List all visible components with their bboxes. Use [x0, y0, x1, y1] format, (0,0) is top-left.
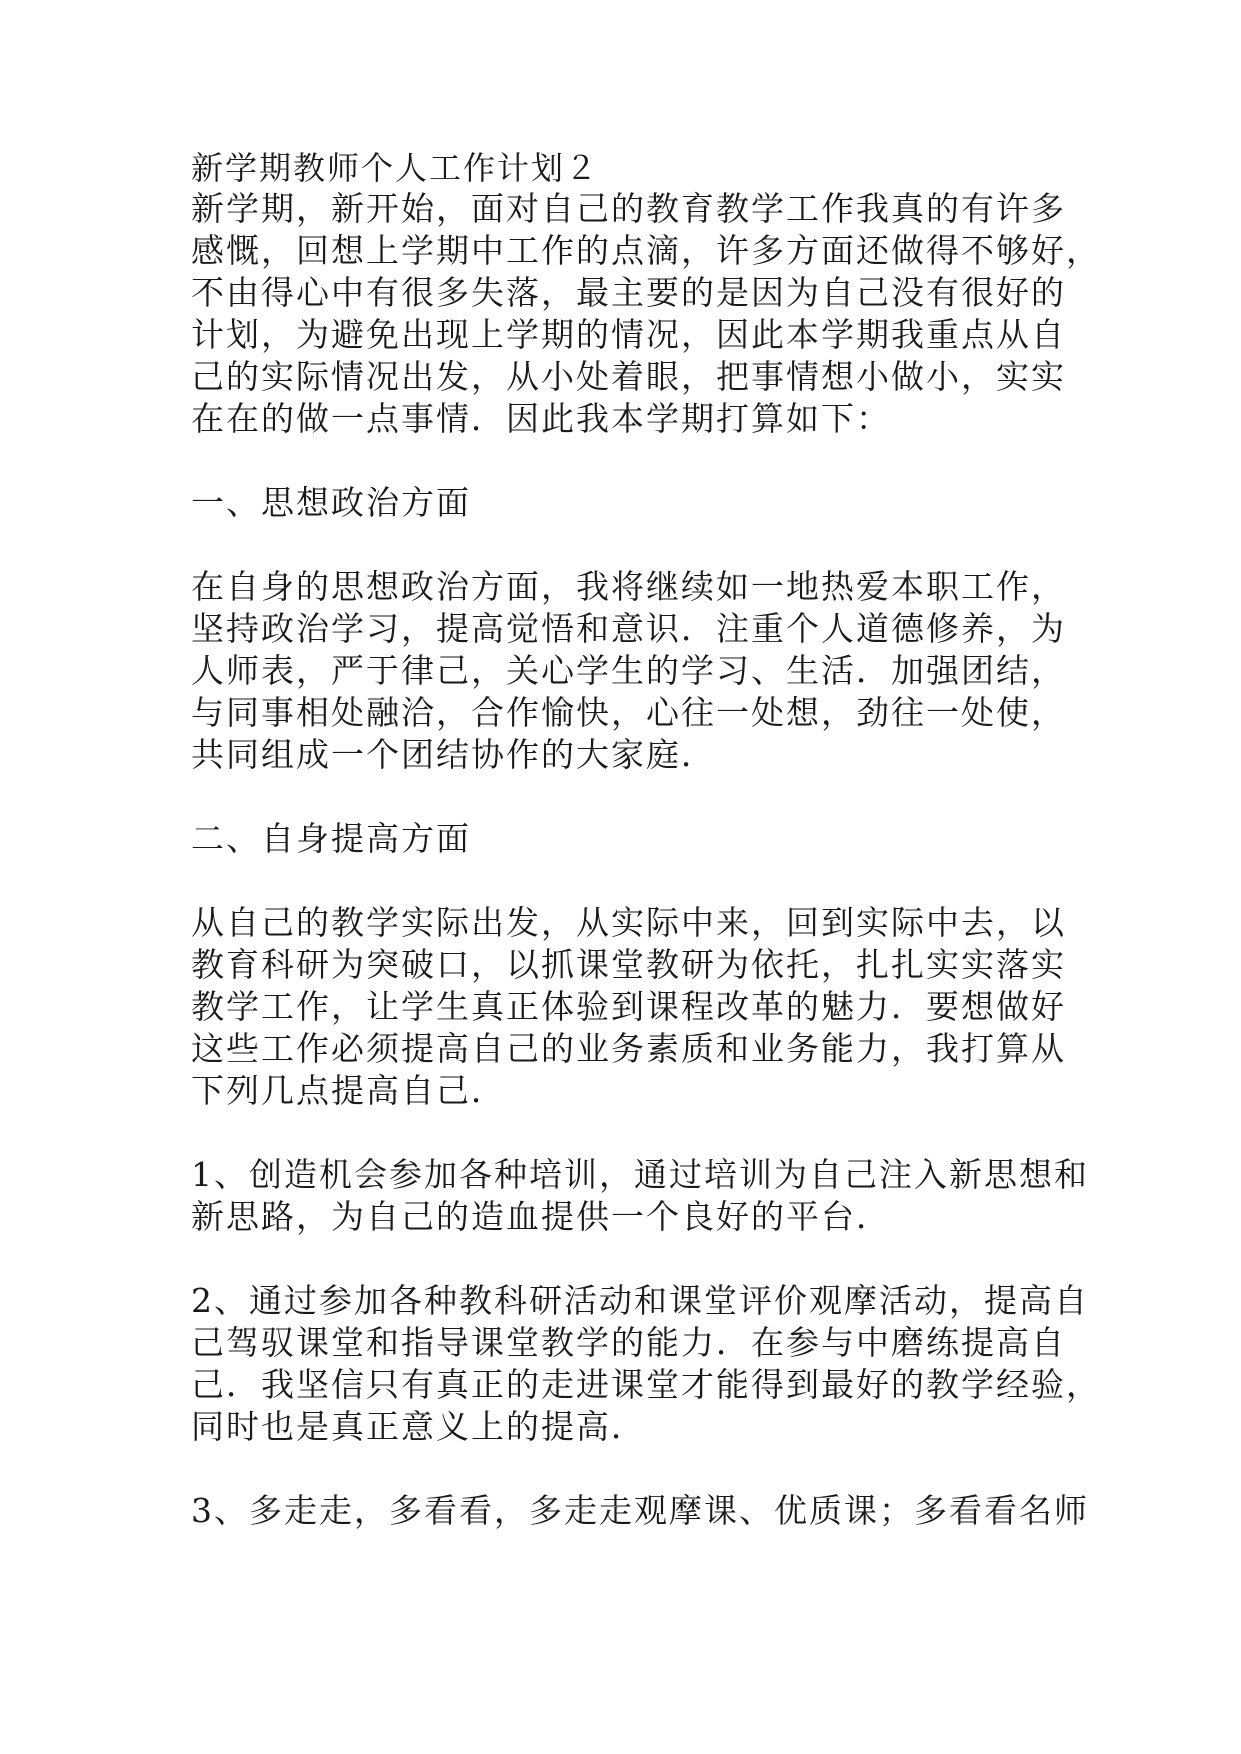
list-item-3: [191, 1490, 1091, 1532]
paragraph-line: 从自己的教学实际出发，从实际中来，回到实际中去，以: [191, 903, 1066, 942]
paragraph-line: 计划，为避免出现上学期的情况，因此本学期我重点从自: [191, 315, 1066, 354]
spacer: [191, 860, 1091, 902]
paragraph-line: 3、多走走，多看看，多走走观摩课、优质课；多看看名师: [191, 1491, 1089, 1530]
paragraph-line: 教育科研为突破口，以抓课堂教研为依托，扎扎实实落实: [191, 945, 1066, 984]
paragraph-line: 新思路，为自己的造血提供一个良好的平台．: [191, 1197, 891, 1236]
spacer: [191, 524, 1091, 566]
heading-text: 一、思想政治方面: [191, 483, 471, 522]
document-page: [191, 148, 1101, 1532]
paragraph-line: 新学期，新开始，面对自己的教育教学工作我真的有许多: [191, 189, 1066, 228]
paragraph-line: 1、创造机会参加各种培训，通过培训为自己注入新思想和: [191, 1155, 1089, 1194]
section-2-heading: [191, 818, 1091, 860]
paragraph-line: 在在的做一点事情．因此我本学期打算如下：: [191, 399, 891, 438]
section-2-paragraph: [191, 902, 1091, 1112]
spacer: [191, 440, 1091, 482]
paragraph-line: 这些工作必须提高自己的业务素质和业务能力，我打算从: [191, 1029, 1066, 1068]
paragraph-line: 己．我坚信只有真正的走进课堂才能得到最好的教学经验，: [191, 1365, 1101, 1404]
paragraph-line: 己驾驭课堂和指导课堂教学的能力．在参与中磨练提高自: [191, 1323, 1066, 1362]
paragraph-line: 教学工作，让学生真正体验到课程改革的魅力．要想做好: [191, 987, 1066, 1026]
paragraph-line: 共同组成一个团结协作的大家庭．: [191, 735, 716, 774]
paragraph-line: 坚持政治学习，提高觉悟和意识．注重个人道德修养，为: [191, 609, 1066, 648]
paragraph-line: 2、通过参加各种教科研活动和课堂评价观摩活动，提高自: [191, 1281, 1089, 1320]
paragraph-line: 与同事相处融洽，合作愉快，心往一处想，劲往一处使，: [191, 693, 1066, 732]
spacer: [191, 776, 1091, 818]
spacer: [191, 1238, 1091, 1280]
document-title: 新学期教师个人工作计划２: [191, 149, 600, 187]
section-1-heading: [191, 482, 1091, 524]
paragraph-line: 己的实际情况出发，从小处着眼，把事情想小做小，实实: [191, 357, 1066, 396]
spacer: [191, 1448, 1091, 1490]
paragraph-line: 人师表，严于律己，关心学生的学习、生活．加强团结，: [191, 651, 1066, 690]
intro-paragraph: [191, 188, 1101, 440]
paragraph-line: 同时也是真正意义上的提高．: [191, 1407, 646, 1446]
heading-text: 二、自身提高方面: [191, 819, 471, 858]
paragraph-line: 在自身的思想政治方面，我将继续如一地热爱本职工作，: [191, 567, 1066, 606]
spacer: [191, 1112, 1091, 1154]
section-1-paragraph: [191, 566, 1091, 776]
paragraph-line: 不由得心中有很多失落，最主要的是因为自己没有很好的: [191, 273, 1066, 312]
paragraph-line: 下列几点提高自己．: [191, 1071, 506, 1110]
paragraph-line: 感慨，回想上学期中工作的点滴，许多方面还做得不够好，: [191, 231, 1101, 270]
list-item-1: [191, 1154, 1091, 1238]
list-item-2: [191, 1280, 1101, 1448]
